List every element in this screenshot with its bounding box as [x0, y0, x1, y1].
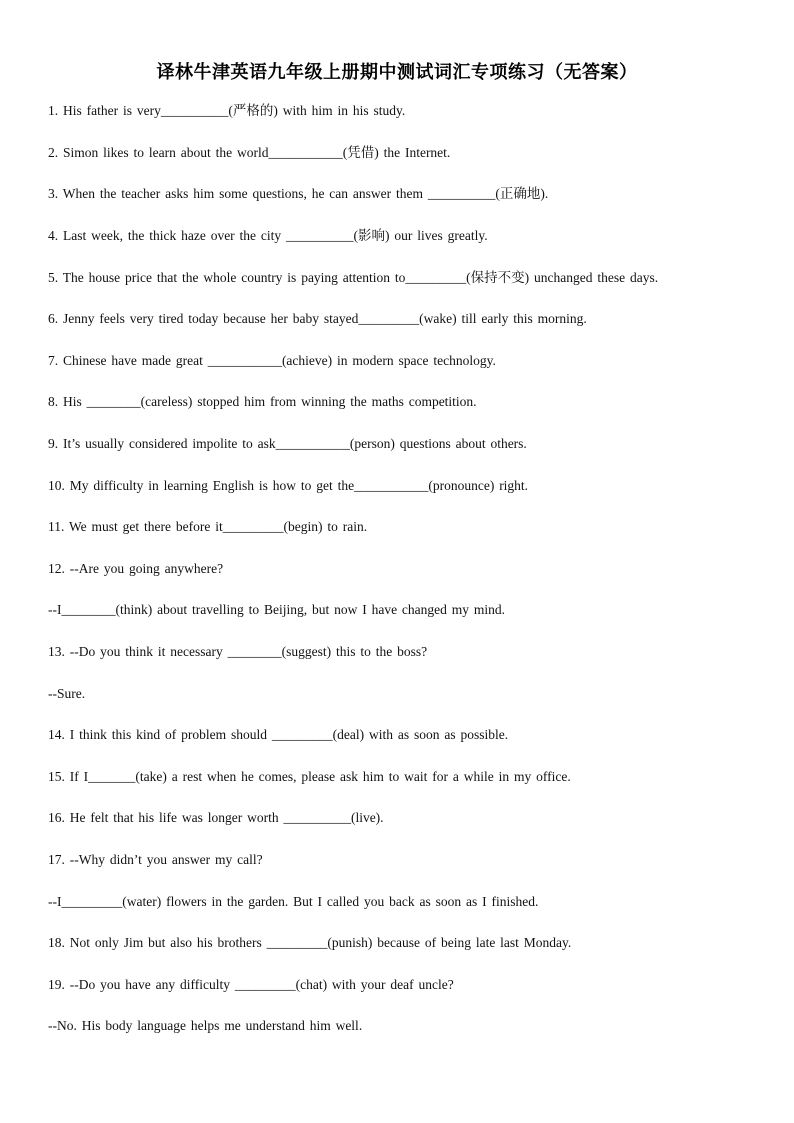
question-10: 10. My difficulty in learning English is how to get the___________(pronounce) right. — [48, 478, 529, 493]
question-16: 16. He felt that his life was longer worth __________(live). — [48, 810, 384, 825]
question-11: 11. We must get there before it_________(begin) to rain. — [48, 519, 368, 534]
question-4: 4. Last week, the thick haze over the city __________(影响) our lives greatly. — [48, 228, 488, 243]
question-12: 12. --Are you going anywhere? — [48, 561, 224, 576]
page-title: 译林牛津英语九年级上册期中测试词汇专项练习（无答案） — [156, 62, 638, 83]
question-8: 8. His ________(careless) stopped him from winning the maths competition. — [48, 394, 477, 409]
question-9: 9. It’s usually considered impolite to ask___________(person) questions about others. — [48, 436, 527, 451]
question-19: 19. --Do you have any difficulty _________(chat) with your deaf uncle? — [48, 977, 454, 992]
question-19-answer-line: --No. His body language helps me understand him well. — [48, 1018, 363, 1033]
question-1: 1. His father is very__________(严格的) with him in his study. — [48, 103, 406, 118]
question-2: 2. Simon likes to learn about the world___________(凭借) the Internet. — [48, 145, 451, 160]
question-5: 5. The house price that the whole country is paying attention to_________(保持不变) unchanged these days. — [48, 270, 659, 285]
question-17: 17. --Why didn’t you answer my call? — [48, 852, 263, 867]
question-17-answer-line: --I_________(water) flowers in the garden. But I called you back as soon as I finished. — [48, 894, 539, 909]
question-13: 13. --Do you think it necessary ________(suggest) this to the boss? — [48, 644, 428, 659]
question-12-answer-line: --I________(think) about travelling to Beijing, but now I have changed my mind. — [48, 602, 506, 617]
question-7: 7. Chinese have made great ___________(achieve) in modern space technology. — [48, 353, 496, 368]
question-18: 18. Not only Jim but also his brothers _________(punish) because of being late last Monday. — [48, 935, 572, 950]
question-6: 6. Jenny feels very tired today because her baby stayed_________(wake) till early this morning. — [48, 311, 587, 326]
question-14: 14. I think this kind of problem should _________(deal) with as soon as possible. — [48, 727, 509, 742]
question-15: 15. If I_______(take) a rest when he comes, please ask him to wait for a while in my office. — [48, 769, 571, 784]
question-13-answer-line: --Sure. — [48, 686, 86, 701]
question-3: 3. When the teacher asks him some questions, he can answer them __________(正确地). — [48, 186, 549, 201]
